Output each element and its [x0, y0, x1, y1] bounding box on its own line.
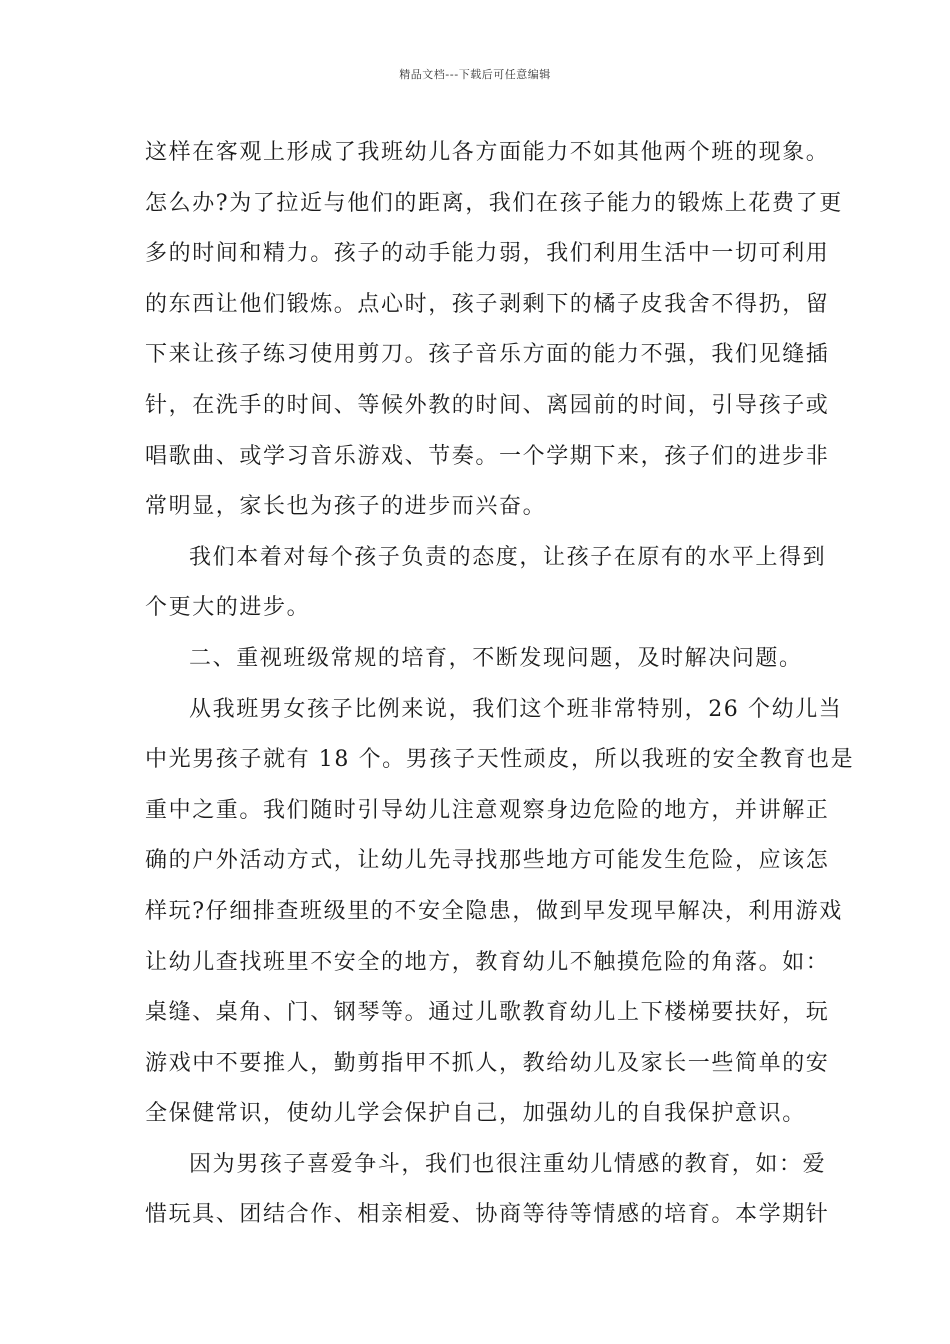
text-line: 样玩?仔细排查班级里的不安全隐患，做到早发现早解决，利用游戏: [145, 898, 843, 924]
document-body: [145, 128, 855, 1241]
text-line: 桌缝、桌角、门、钢琴等。通过儿歌教育幼儿上下楼梯要扶好，玩: [145, 1000, 830, 1026]
text-line: 下来让孩子练习使用剪刀。孩子音乐方面的能力不强，我们见缝插: [145, 342, 830, 368]
text-line: 针，在洗手的时间、等候外教的时间、离园前的时间，引导孩子或: [145, 392, 830, 418]
text-line: 常明显，家长也为孩子的进步而兴奋。: [145, 494, 547, 520]
text-line: 唱歌曲、或学习音乐游戏、节奏。一个学期下来，孩子们的进步非: [145, 443, 830, 469]
paragraph-first-line: 我们本着对每个孩子负责的态度，让孩子在原有的水平上得到: [189, 544, 827, 570]
text-line: 多的时间和精力。孩子的动手能力弱，我们利用生活中一切可利用: [145, 241, 830, 267]
text-line: 全保健常识，使幼儿学会保护自己，加强幼儿的自我保护意识。: [145, 1101, 806, 1127]
text-line: 个更大的进步。: [145, 595, 311, 621]
text-line: 的东西让他们锻炼。点心时，孩子剥剩下的橘子皮我舍不得扔，留: [145, 291, 830, 317]
text-line: 确的户外活动方式，让幼儿先寻找那些地方可能发生危险，应该怎: [145, 848, 830, 874]
page-header: 精品文档---下载后可任意编辑: [399, 68, 551, 81]
paragraph-first-line: 从我班男女孩子比例来说，我们这个班非常特别，26 个幼儿当: [189, 696, 843, 722]
text-line: 游戏中不要推人，勤剪指甲不抓人，教给幼儿及家长一些简单的安: [145, 1050, 830, 1076]
paragraph-first-line: 因为男孩子喜爱争斗，我们也很注重幼儿情感的教育，如：爱: [189, 1151, 827, 1177]
section-heading: 二、重视班级常规的培育，不断发现问题，及时解决问题。: [189, 645, 803, 671]
text-line: 怎么办?为了拉近与他们的距离，我们在孩子能力的锻炼上花费了更: [145, 190, 843, 216]
text-line: 惜玩具、团结合作、相亲相爱、协商等待等情感的培育。本学期针: [145, 1202, 830, 1228]
text-line: 中光男孩子就有 18 个。男孩子天性顽皮，所以我班的安全教育也是: [145, 747, 855, 773]
text-line: 这样在客观上形成了我班幼儿各方面能力不如其他两个班的现象。: [145, 140, 830, 165]
text-line: 重中之重。我们随时引导幼儿注意观察身边危险的地方，并讲解正: [145, 797, 830, 823]
text-line: 让幼儿查找班里不安全的地方，教育幼儿不触摸危险的角落。如：: [145, 949, 830, 975]
